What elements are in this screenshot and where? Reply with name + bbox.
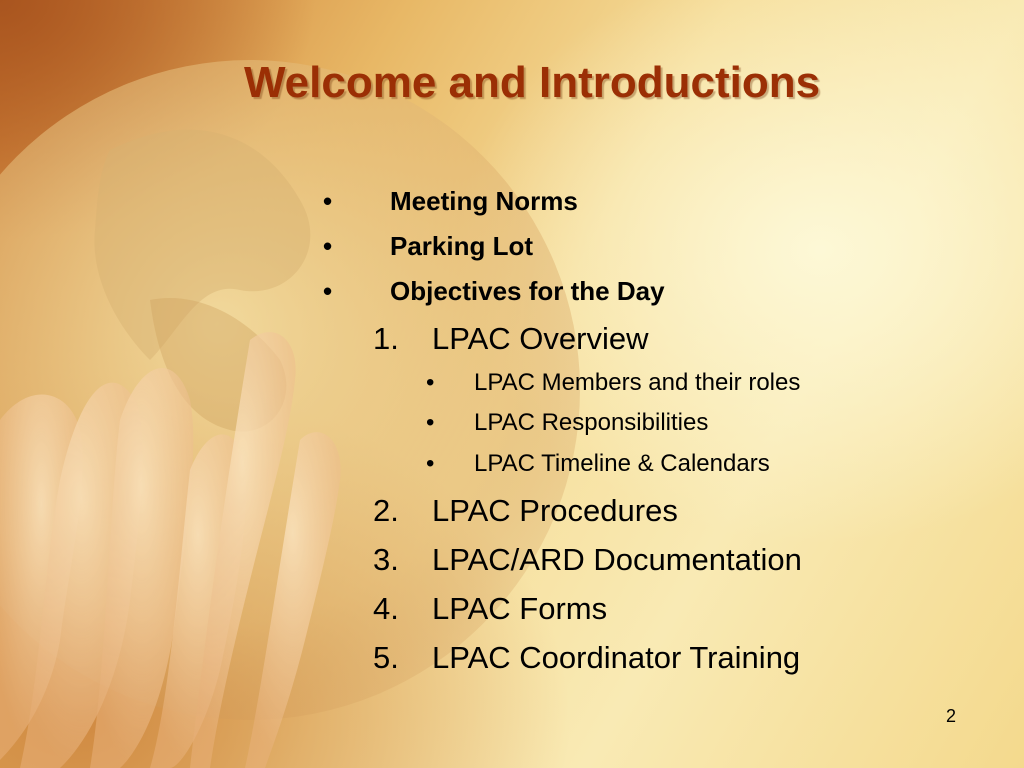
sub-bullet-mark: •: [426, 409, 435, 436]
bullet-mark: •: [323, 231, 333, 261]
page-number: 2: [946, 706, 957, 726]
numbered-text: LPAC Coordinator Training: [432, 640, 801, 675]
bullet-text: Parking Lot: [390, 231, 534, 261]
numbered-text: LPAC Forms: [432, 591, 608, 626]
bullet-mark: •: [323, 186, 333, 216]
number-mark: 3.: [373, 542, 399, 577]
number-mark: 4.: [373, 591, 399, 626]
bullet-text: Objectives for the Day: [390, 276, 665, 306]
sub-bullet-mark: •: [426, 450, 435, 477]
bullet-mark: •: [323, 276, 333, 306]
numbered-text: LPAC Procedures: [432, 493, 678, 528]
bullet-text: Meeting Norms: [390, 186, 578, 216]
number-mark: 2.: [373, 493, 399, 528]
numbered-text: LPAC/ARD Documentation: [432, 542, 802, 577]
sub-bullet-text: LPAC Timeline & Calendars: [474, 450, 770, 477]
number-mark: 5.: [373, 640, 399, 675]
numbered-text: LPAC Overview: [432, 321, 649, 356]
sub-bullet-text: LPAC Responsibilities: [474, 409, 709, 436]
sub-bullet-text: LPAC Members and their roles: [474, 369, 801, 396]
number-mark: 1.: [373, 321, 399, 356]
slide-title: Welcome and Introductions: [243, 58, 821, 107]
sub-bullet-mark: •: [426, 369, 435, 396]
